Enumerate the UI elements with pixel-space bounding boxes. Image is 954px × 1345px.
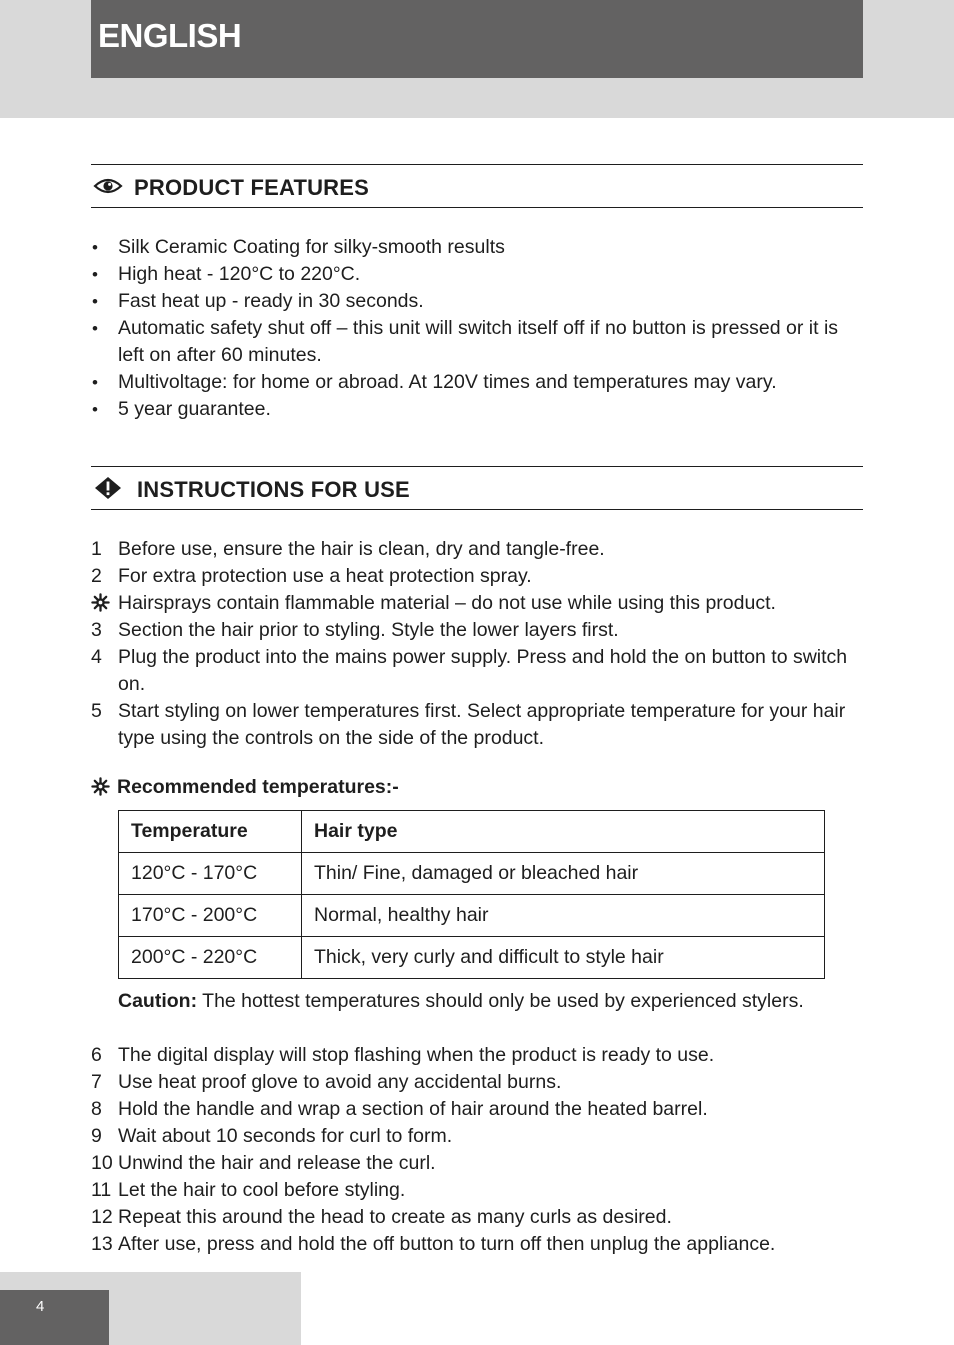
temperature-cell: 120°C - 170°C [119,853,302,895]
temperature-cell: 200°C - 220°C [119,937,302,979]
table-row [119,853,825,895]
step-number: 13 [91,1233,113,1255]
caution-label: Caution: [118,990,198,1012]
features-list [91,234,863,423]
table-row [119,895,825,937]
step-text: Plug the product into the mains power supply. Press and hold the on button to switch on. [118,646,848,695]
step-number: 7 [91,1071,102,1093]
column-header-hair-type: Hair type [302,811,825,853]
list-item [91,644,863,698]
warning-star-icon [91,777,110,796]
recommended-temperatures-heading [91,774,399,801]
step-number: 10 [91,1152,113,1174]
instructions-title: INSTRUCTIONS FOR USE [137,477,410,502]
warning-diamond-icon [93,476,123,500]
page-number: 4 [36,1298,45,1315]
step-text: Hairsprays contain flammable material – do not use while using this product. [118,592,776,614]
step-number: 5 [91,700,102,722]
table-row [119,937,825,979]
hair-type-cell: Normal, healthy hair [302,895,825,937]
column-header-temperature: Temperature [119,811,302,853]
step-text: Start styling on lower temperatures first. Select appropriate temperature for your hair type using the controls on the side of the product. [118,700,846,749]
feature-text: Multivoltage: for home or abroad. At 120V times and temperatures may vary. [118,371,777,393]
table-header-row [119,811,825,853]
page-number-box [0,1290,109,1345]
step-text: Hold the handle and wrap a section of hair around the heated barrel. [118,1098,708,1120]
temperature-table [118,810,825,979]
list-item [91,261,863,288]
list-item [91,1096,863,1123]
step-text: Use heat proof glove to avoid any accidental burns. [118,1071,562,1093]
step-text: Before use, ensure the hair is clean, dry and tangle-free. [118,538,605,560]
feature-text: Silk Ceramic Coating for silky-smooth results [118,236,505,258]
list-item [91,536,863,563]
warning-marker [91,590,118,617]
list-item [91,369,863,396]
step-text: Let the hair to cool before styling. [118,1179,406,1201]
step-number: 4 [91,646,102,668]
feature-text: Automatic safety shut off – this unit will switch itself off if no button is pressed or it is left on after 60 minutes. [118,317,839,366]
bullet: • [92,238,98,257]
bullet: • [92,265,98,284]
product-features-title: PRODUCT FEATURES [134,175,370,200]
list-item [91,1123,863,1150]
warning-star-icon [91,593,110,612]
list-item [91,396,863,423]
list-item [91,288,863,315]
step-number: 2 [91,565,102,587]
instructions-steps-part1 [91,536,863,752]
list-item [91,1042,863,1069]
feature-text: High heat - 120°C to 220°C. [118,263,361,285]
bullet: • [92,400,98,419]
language-bar [91,0,863,78]
eye-icon [93,176,123,196]
step-text: After use, press and hold the off button to turn off then unplug the appliance. [118,1233,776,1255]
list-item [91,1069,863,1096]
step-text: For extra protection use a heat protection spray. [118,565,532,587]
bullet: • [92,373,98,392]
step-number: 12 [91,1206,113,1228]
step-number: 1 [91,538,102,560]
list-item [91,1204,863,1231]
list-item [91,590,863,617]
temperature-cell: 170°C - 200°C [119,895,302,937]
language-title: ENGLISH [98,17,242,54]
step-number: 9 [91,1125,102,1147]
step-number: 3 [91,619,102,641]
caution-note [118,988,804,1015]
step-text: Unwind the hair and release the curl. [118,1152,436,1174]
list-item [91,1177,863,1204]
instructions-header [91,466,863,510]
list-item [91,563,863,590]
step-number: 6 [91,1044,102,1066]
list-item [91,617,863,644]
hair-type-cell: Thick, very curly and difficult to style hair [302,937,825,979]
step-number: 11 [91,1179,112,1201]
feature-text: 5 year guarantee. [118,398,271,420]
hair-type-cell: Thin/ Fine, damaged or bleached hair [302,853,825,895]
list-item [91,234,863,261]
list-item [91,698,863,752]
bullet: • [92,319,98,338]
product-features-header [91,164,863,208]
list-item [91,1231,863,1258]
caution-text: The hottest temperatures should only be used by experienced stylers. [202,990,804,1012]
step-text: Repeat this around the head to create as many curls as desired. [118,1206,672,1228]
step-text: Section the hair prior to styling. Style the lower layers first. [118,619,619,641]
step-text: Wait about 10 seconds for curl to form. [118,1125,453,1147]
instructions-steps-part2 [91,1042,863,1258]
step-text: The digital display will stop flashing when the product is ready to use. [118,1044,715,1066]
recommended-temperatures-title: Recommended temperatures:- [117,776,399,798]
bullet: • [92,292,98,311]
list-item [91,1150,863,1177]
step-number: 8 [91,1098,102,1120]
feature-text: Fast heat up - ready in 30 seconds. [118,290,424,312]
list-item [91,315,863,369]
